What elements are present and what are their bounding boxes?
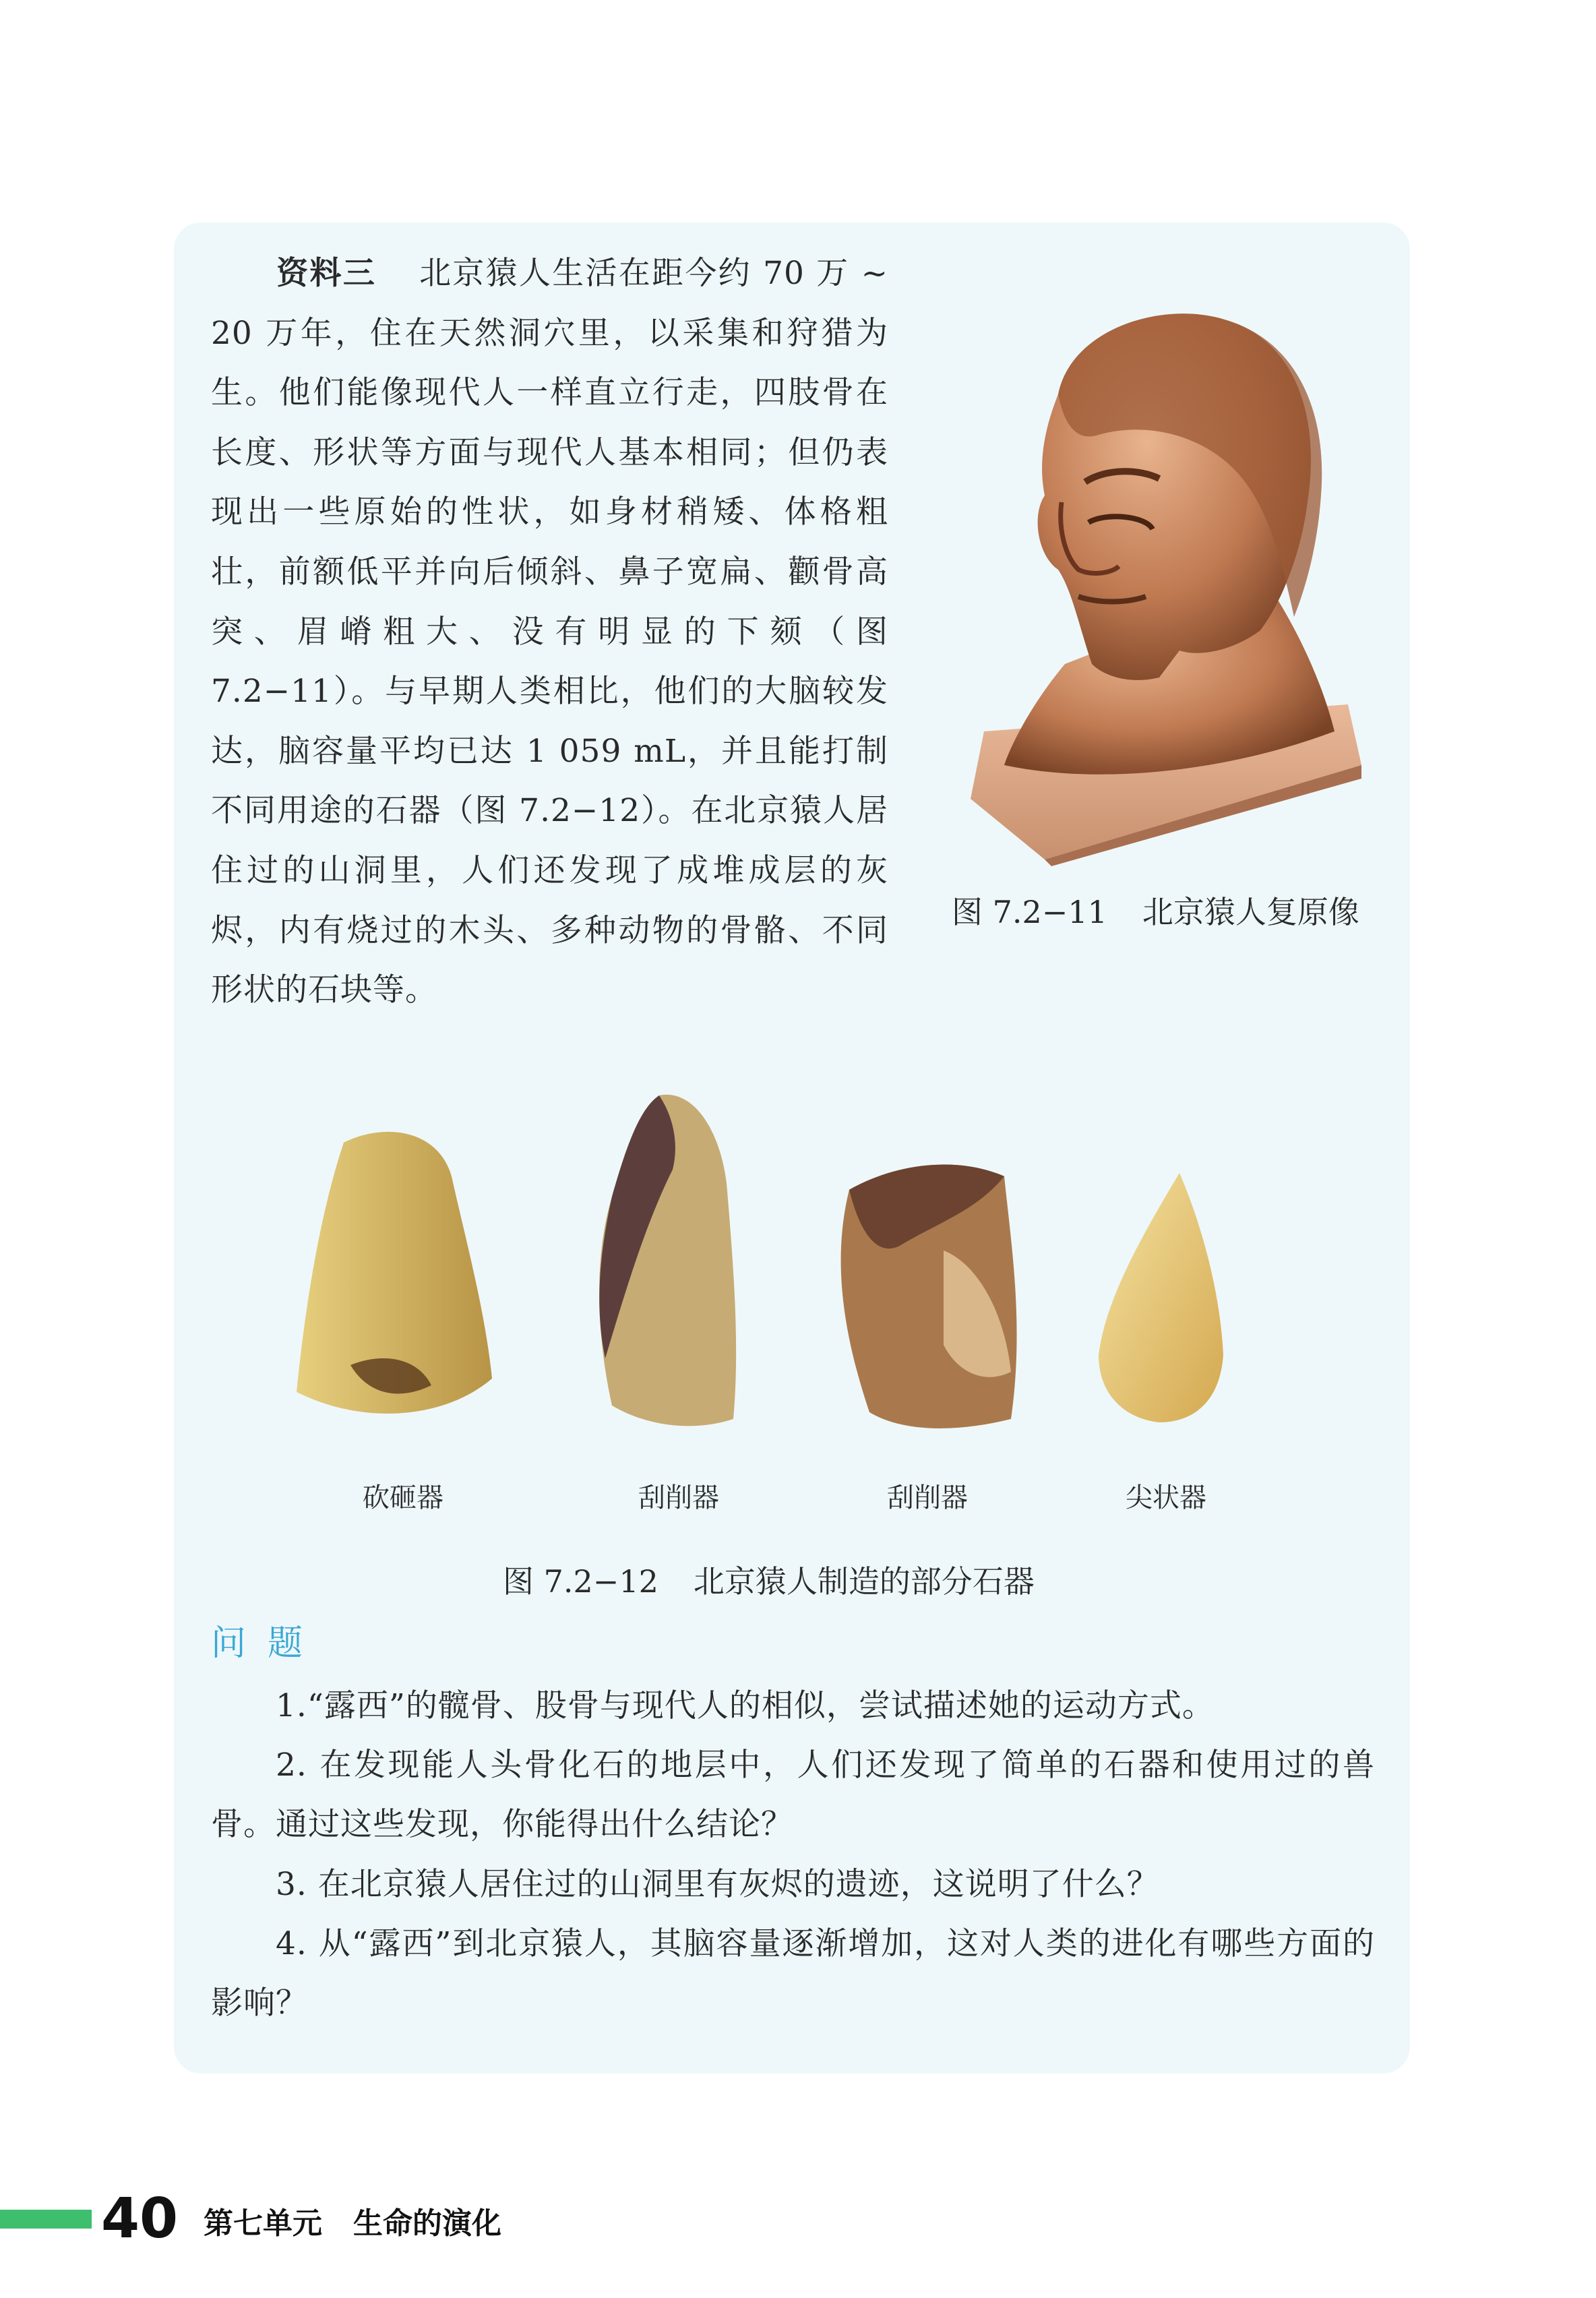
question-2-text: 2. 在发现能人头骨化石的地层中，人们还发现了简单的石器和使用过的兽骨。通过这些发现，你能得出什么结论？	[211, 1747, 1375, 1843]
figure-11-title: 北京猿人复原像	[1142, 894, 1359, 930]
question-3-text: 3. 在北京猿人居住过的山洞里有灰烬的遗迹，这说明了什么？	[276, 1866, 1159, 1903]
question-2	[211, 1736, 1375, 1854]
question-1	[211, 1676, 1375, 1736]
tool-label-scraper-2: 刮削器	[887, 1482, 968, 1513]
figure-12-number: 图 7.2−12	[503, 1563, 658, 1600]
figure-12-caption	[503, 1557, 1035, 1602]
material-lead: 资料三	[276, 255, 377, 292]
tool-label-point: 尖状器	[1126, 1482, 1206, 1513]
material-paragraph	[211, 244, 888, 1021]
page-number: 40	[101, 2187, 179, 2251]
question-3	[211, 1855, 1375, 1914]
scraper-stone-image-2	[822, 1149, 1031, 1439]
footer-accent-bar	[0, 2210, 92, 2229]
questions-heading: 问题	[211, 1623, 325, 1664]
footer-unit-title	[204, 2199, 501, 2242]
question-4	[211, 1914, 1375, 2033]
question-1-text: 1.“露西”的髋骨、股骨与现代人的相似，尝试描述她的运动方式。	[276, 1687, 1215, 1724]
pointed-stone-image	[1085, 1166, 1233, 1429]
tool-label-chopper: 砍砸器	[363, 1482, 443, 1513]
figure-12-title: 北京猿人制造的部分石器	[693, 1563, 1035, 1600]
tool-label-scraper-1: 刮削器	[638, 1482, 719, 1513]
peking-man-bust-image	[944, 300, 1361, 866]
footer-chapter: 生命的演化	[353, 2206, 501, 2241]
material-text: 北京猿人生活在距今约 70 万 ~ 20 万年，住在天然洞穴里，以采集和狩猎为生。他们能像现代人一样直立行走，四肢骨在长度、形状等方面与现代人基本相同；但仍表现出一些原始的性状，如身材稍矮、体格粗壮，前额低平并向后倾斜、鼻子宽扁、颧骨高突、眉嵴粗大、没有明显的下颏（图 7.2−11）。与早期人类相比，他们的大脑较发达，脑容量平均已达 1 059 mL，并且能打制不同用途的石器（图 7.2−12）。在北京猿人居住过的山洞里，人们还发现了成堆成层的灰烬，内有烧过的木头、多种动物的骨骼、不同形状的石块等。	[211, 255, 888, 1009]
figure-11-caption	[952, 888, 1359, 932]
question-4-text: 4. 从“露西”到北京猿人，其脑容量逐渐增加，这对人类的进化有哪些方面的影响？	[211, 1925, 1375, 2022]
footer-unit: 第七单元	[204, 2206, 322, 2241]
chopper-stone-image	[283, 1122, 505, 1432]
scraper-stone-image-1	[585, 1089, 747, 1439]
figure-11-number: 图 7.2−11	[952, 894, 1107, 930]
